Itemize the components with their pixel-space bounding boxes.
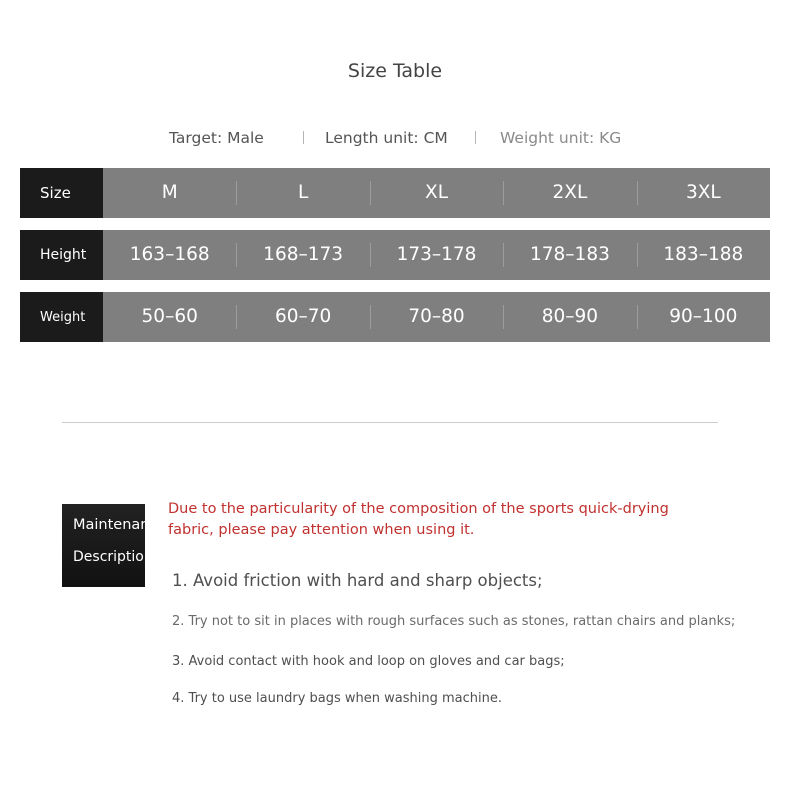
height-cell: 173–178 — [370, 230, 503, 280]
height-cell: 168–173 — [236, 230, 369, 280]
meta-separator — [303, 131, 304, 144]
height-row-cells — [103, 230, 770, 280]
maintenance-badge — [62, 504, 167, 587]
size-row-label: Size — [20, 168, 103, 218]
height-row-label: Height — [20, 230, 103, 280]
care-item: 3. Avoid contact with hook and loop on gloves and car bags; — [172, 654, 565, 669]
size-row — [20, 168, 770, 218]
height-cell: 178–183 — [503, 230, 636, 280]
care-notice-line2: fabric, please pay attention when using it. — [168, 522, 475, 538]
height-cell: 183–188 — [637, 230, 770, 280]
size-row-cells — [103, 168, 770, 218]
care-item: 1. Avoid friction with hard and sharp objects; — [172, 571, 543, 590]
weight-cell: 80–90 — [503, 292, 636, 342]
maintenance-badge-line1: Maintenance — [73, 517, 167, 533]
length-unit-label: Length unit: CM — [325, 129, 448, 147]
size-cell: 3XL — [637, 168, 770, 218]
care-item: 4. Try to use laundry bags when washing machine. — [172, 691, 503, 706]
care-item: 2. Try not to sit in places with rough surfaces such as stones, rattan chairs and planks; — [172, 614, 736, 629]
size-cell: XL — [370, 168, 503, 218]
maintenance-badge-line2: Description — [73, 549, 153, 565]
page-title: Size Table — [347, 60, 443, 82]
weight-row-label: Weight — [20, 292, 103, 342]
size-cell: L — [236, 168, 369, 218]
weight-cell: 90–100 — [637, 292, 770, 342]
meta-separator — [475, 131, 476, 144]
height-row — [20, 230, 770, 280]
weight-unit-label: Weight unit: KG — [500, 129, 622, 147]
weight-row-cells — [103, 292, 770, 342]
weight-cell: 50–60 — [141, 306, 198, 327]
height-cell: 163–168 — [129, 244, 210, 265]
care-notice-line1: Due to the particularity of the composition of the sports quick-drying — [168, 501, 669, 517]
weight-cell: 70–80 — [370, 292, 503, 342]
target-label: Target: Male — [169, 129, 264, 147]
care-notice — [168, 499, 688, 541]
section-divider — [62, 422, 718, 423]
size-cell: 2XL — [503, 168, 636, 218]
size-cell: M — [161, 182, 178, 203]
weight-row — [20, 292, 770, 342]
weight-cell: 60–70 — [236, 292, 369, 342]
